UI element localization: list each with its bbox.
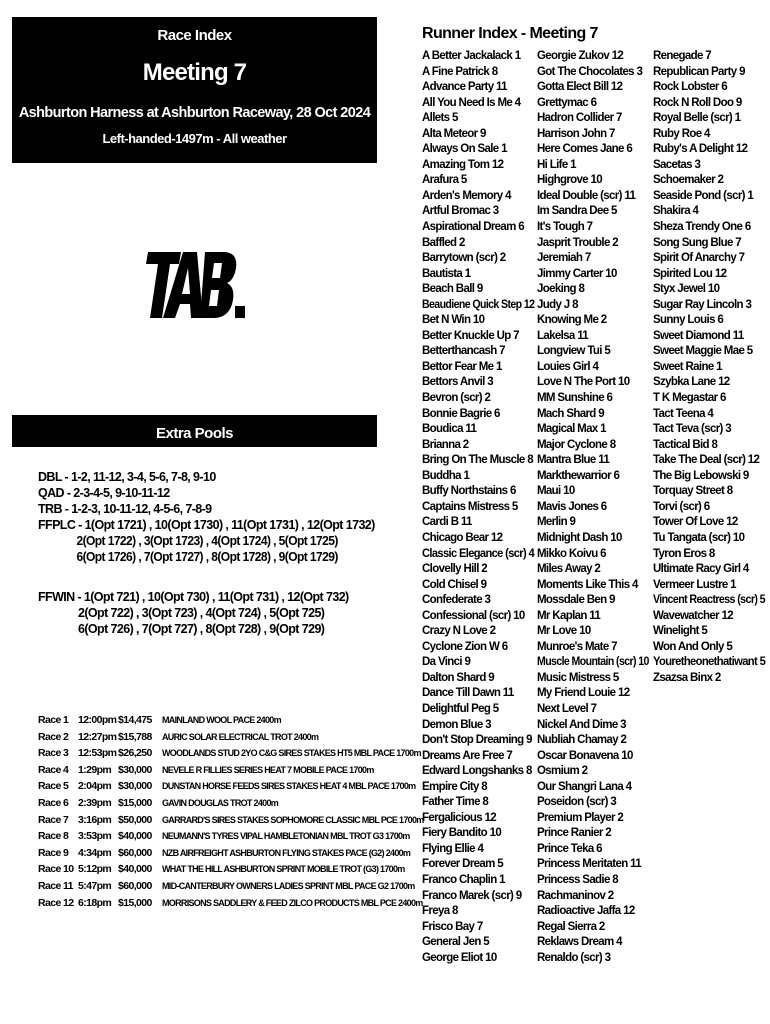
- runner-entry: Renegade 7: [653, 50, 712, 62]
- runner-entry: Ruby's A Delight 12: [653, 143, 748, 156]
- runner-entry: Advance Party 11: [422, 81, 507, 94]
- runner-entry: Alta Meteor 9: [422, 127, 486, 140]
- runner-entry: Mach Shard 9: [537, 407, 604, 420]
- race-time: 3:16pm: [78, 813, 112, 826]
- runner-entry: Prince Ranier 2: [537, 827, 611, 840]
- race-name: WHAT THE HILL ASHBURTON SPRINT MOBILE TROT (G3) 1700m: [162, 864, 405, 875]
- runner-entry: Premium Player 2: [537, 811, 624, 824]
- runner-entry: Torvi (scr) 6: [653, 500, 710, 513]
- runner-entry: Tact Teva (scr) 3: [653, 423, 732, 436]
- tab-logo: [145, 248, 245, 322]
- race-name: MORRISONS SADDLERY & FEED ZILCO PRODUCTS MBL PCE 2400m: [162, 897, 423, 908]
- runner-entry: It's Tough 7: [537, 221, 593, 234]
- runner-entry: Baffled 2: [422, 236, 465, 249]
- runner-entry: Louies Girl 4: [537, 360, 599, 373]
- runner-entry: T K Megastar 6: [653, 392, 726, 405]
- runner-entry: A Fine Patrick 8: [422, 65, 498, 78]
- runner-entry: Grettymac 6: [537, 96, 597, 109]
- runner-entry: Dreams Are Free 7: [422, 749, 513, 762]
- runner-entry: Joeking 8: [537, 283, 585, 296]
- runner-entry: Artful Bromac 3: [422, 205, 499, 218]
- runner-entry: Empire City 8: [422, 780, 488, 793]
- race-purse: $15,000: [118, 896, 152, 909]
- runner-entry: Szybka Lane 12: [653, 376, 730, 389]
- runner-entry: Rachmaninov 2: [537, 889, 614, 902]
- runner-entry: Midnight Dash 10: [537, 531, 622, 544]
- runner-entry: Forever Dream 5: [422, 858, 504, 871]
- runner-entry: Republican Party 9: [653, 65, 745, 78]
- runner-entry: Buddha 1: [422, 469, 470, 482]
- race-name: WOODLANDS STUD 2YO C&G SIRES STAKES HT5 MBL PACE 1700m: [162, 748, 421, 759]
- runner-entry: Vermeer Lustre 1: [653, 578, 736, 591]
- runner-entry: Betterthancash 7: [422, 345, 505, 358]
- race-number: Race 9: [38, 846, 69, 859]
- runner-entry: Highgrove 10: [537, 174, 603, 187]
- runner-entry: Ideal Double (scr) 11: [537, 189, 636, 202]
- race-name: AURIC SOLAR ELECTRICAL TROT 2400m: [162, 731, 319, 742]
- runner-entry: Maui 10: [537, 485, 575, 498]
- runner-entry: Magical Max 1: [537, 423, 606, 436]
- runner-entry: Prince Teka 6: [537, 842, 602, 855]
- runner-entry: Jimmy Carter 10: [537, 267, 617, 280]
- pool-line: 2(Opt 1722) , 3(Opt 1723) , 4(Opt 1724) , 5(Opt 1725): [76, 534, 338, 548]
- race-time: 4:34pm: [78, 846, 112, 859]
- runner-entry: Sweet Maggie Mae 5: [653, 345, 753, 358]
- runner-entry: Mr Love 10: [537, 625, 591, 638]
- runner-entry: Oscar Bonavena 10: [537, 749, 633, 762]
- race-time: 6:18pm: [78, 896, 112, 909]
- runner-entry: Sheza Trendy One 6: [653, 221, 751, 234]
- meeting-title: Meeting 7: [142, 59, 247, 86]
- race-time: 2:04pm: [78, 780, 112, 793]
- runner-entry: Delightful Peg 5: [422, 702, 499, 715]
- runner-entry: Spirited Lou 12: [653, 267, 727, 280]
- race-time: 3:53pm: [78, 830, 112, 843]
- runner-entry: Royal Belle (scr) 1: [653, 112, 741, 125]
- race-number: Race 2: [38, 730, 69, 743]
- race-time: 1:29pm: [78, 763, 112, 776]
- runner-entry: Beaudiene Quick Step 12: [422, 298, 535, 311]
- runner-entry: Princess Meritaten 11: [537, 858, 641, 871]
- race-name: GAVIN DOUGLAS TROT 2400m: [162, 797, 279, 808]
- runner-entry: Next Level 7: [537, 702, 597, 715]
- runner-entry: The Big Lebowski 9: [653, 469, 749, 482]
- runner-entry: Hi Life 1: [537, 158, 576, 171]
- runner-entry: Freya 8: [422, 905, 458, 918]
- race-number: Race 3: [38, 747, 69, 760]
- runner-entry: Dance Till Dawn 11: [422, 687, 514, 700]
- runner-entry: Rock N Roll Doo 9: [653, 96, 742, 109]
- runner-entry: Franco Marek (scr) 9: [422, 889, 522, 902]
- runner-entry: Better Knuckle Up 7: [422, 329, 519, 342]
- runner-entry: Here Comes Jane 6: [537, 143, 633, 156]
- pool-line: QAD - 2-3-4-5, 9-10-11-12: [38, 486, 170, 500]
- runner-entry: Mr Kaplan 11: [537, 609, 601, 622]
- runner-entry: Major Cyclone 8: [537, 438, 616, 451]
- runner-entry: Vincent Reactress (scr) 5: [653, 594, 765, 607]
- race-name: DUNSTAN HORSE FEEDS SIRES STAKES HEAT 4 MBL PACE 1700m: [162, 781, 416, 792]
- runner-entry: Tower Of Love 12: [653, 516, 738, 529]
- runner-entry: Bettors Anvil 3: [422, 376, 493, 389]
- runner-entry: Mantra Blue 11: [537, 454, 610, 467]
- runner-entry: Arden's Memory 4: [422, 189, 511, 202]
- runner-entry: Captains Mistress 5: [422, 500, 518, 513]
- runner-entry: Mikko Koivu 6: [537, 547, 606, 560]
- runner-entry: Im Sandra Dee 5: [537, 205, 617, 218]
- runner-entry: Ruby Roe 4: [653, 127, 710, 140]
- runner-entry: Music Mistress 5: [537, 671, 619, 684]
- runner-entry: Chicago Bear 12: [422, 531, 503, 544]
- race-number: Race 7: [38, 813, 69, 826]
- runner-entry: Harrison John 7: [537, 127, 615, 140]
- runner-entry: Longview Tui 5: [537, 345, 611, 358]
- runner-entry: Demon Blue 3: [422, 718, 491, 731]
- race-purse: $40,000: [118, 830, 152, 843]
- runner-index-title: Runner Index - Meeting 7: [422, 25, 598, 42]
- runner-entry: Cyclone Zion W 6: [422, 640, 508, 653]
- runner-entry: Nubliah Chamay 2: [537, 734, 627, 747]
- race-time: 2:39pm: [78, 796, 112, 809]
- runner-entry: Youretheonethatiwant 5: [653, 656, 766, 669]
- runner-entry: Bettor Fear Me 1: [422, 360, 502, 373]
- runner-entry: Amazing Tom 12: [422, 158, 504, 171]
- runner-entry: Shakira 4: [653, 205, 699, 218]
- runner-entry: Seaside Pond (scr) 1: [653, 189, 754, 202]
- race-purse: $60,000: [118, 846, 152, 859]
- race-purse: $40,000: [118, 863, 152, 876]
- runner-entry: Won And Only 5: [653, 640, 733, 653]
- race-number: Race 11: [38, 879, 73, 892]
- race-purse: $60,000: [118, 879, 152, 892]
- runner-entry: Jeremiah 7: [537, 252, 591, 265]
- runner-entry: Take The Deal (scr) 12: [653, 454, 760, 467]
- runner-entry: Moments Like This 4: [537, 578, 638, 591]
- race-purse: $15,000: [118, 796, 152, 809]
- runner-entry: Frisco Bay 7: [422, 920, 483, 933]
- runner-entry: Markthewarrior 6: [537, 469, 620, 482]
- runner-entry: Poseidon (scr) 3: [537, 796, 617, 809]
- runner-entry: Tyron Eros 8: [653, 547, 715, 560]
- runner-entry: Sugar Ray Lincoln 3: [653, 298, 752, 311]
- race-purse: $30,000: [118, 780, 152, 793]
- runner-entry: Crazy N Love 2: [422, 625, 496, 638]
- runner-entry: Tu Tangata (scr) 10: [653, 531, 745, 544]
- runner-column: [653, 49, 770, 686]
- race-name: MID-CANTERBURY OWNERS LADIES SPRINT MBL PACE G2 1700m: [162, 880, 415, 891]
- race-time: 12:53pm: [78, 747, 117, 760]
- runner-column: [422, 49, 544, 966]
- pool-line: 6(Opt 726) , 7(Opt 727) , 8(Opt 728) , 9(Opt 729): [78, 622, 325, 636]
- runner-entry: Mavis Jones 6: [537, 500, 607, 513]
- runner-entry: Radioactive Jaffa 12: [537, 905, 635, 918]
- runner-entry: Confederate 3: [422, 594, 491, 607]
- runner-entry: Father Time 8: [422, 796, 489, 809]
- race-name: NEUMANN'S TYRES VIPAL HAMBLETONIAN MBL TROT G3 1700m: [162, 831, 410, 842]
- runner-entry: Got The Chocolates 3: [537, 65, 643, 78]
- pool-line: FFWIN - 1(Opt 721) , 10(Opt 730) , 11(Opt 731) , 12(Opt 732): [38, 590, 349, 604]
- race-number: Race 8: [38, 830, 69, 843]
- race-index-header: [12, 17, 377, 163]
- runner-entry: Dalton Shard 9: [422, 671, 495, 684]
- runner-entry: Classic Elegance (scr) 4: [422, 547, 535, 560]
- race-time: 12:27pm: [78, 730, 117, 743]
- race-purse: $50,000: [118, 813, 152, 826]
- race-number: Race 5: [38, 780, 69, 793]
- venue-title: Ashburton Harness at Ashburton Raceway, 28 Oct 2024: [18, 105, 371, 121]
- runner-entry: Fergalicious 12: [422, 811, 496, 824]
- runner-entry: Brianna 2: [422, 438, 469, 451]
- race-number: Race 10: [38, 863, 74, 876]
- race-purse: $15,788: [118, 730, 152, 743]
- runner-entry: Ultimate Racy Girl 4: [653, 563, 749, 576]
- race-name: GARRARD'S SIRES STAKES SOPHOMORE CLASSIC MBL PCE 1700m: [162, 814, 424, 825]
- race-number: Race 4: [38, 763, 69, 776]
- runner-entry: Mossdale Ben 9: [537, 594, 615, 607]
- runner-entry: Judy J 8: [537, 298, 578, 311]
- runner-entry: Renaldo (scr) 3: [537, 951, 611, 964]
- runner-entry: Cold Chisel 9: [422, 578, 487, 591]
- runner-entry: Edward Longshanks 8: [422, 765, 532, 778]
- race-purse: $26,250: [118, 747, 152, 760]
- runner-column: [537, 49, 659, 966]
- runner-entry: Nickel And Dime 3: [537, 718, 626, 731]
- runner-entry: Torquay Street 8: [653, 485, 733, 498]
- runner-entry: Princess Sadie 8: [537, 873, 619, 886]
- runner-entry: Our Shangri Lana 4: [537, 780, 632, 793]
- race-index-title: Race Index: [157, 27, 232, 44]
- runner-entry: MM Sunshine 6: [537, 392, 613, 405]
- runner-entry: Osmium 2: [537, 765, 588, 778]
- runner-entry: Miles Away 2: [537, 563, 601, 576]
- runner-entry: Song Sung Blue 7: [653, 236, 741, 249]
- runner-entry: Fiery Bandito 10: [422, 827, 502, 840]
- runner-entry: Sweet Diamond 11: [653, 329, 744, 342]
- pool-line: 6(Opt 1726) , 7(Opt 1727) , 8(Opt 1728) , 9(Opt 1729): [76, 550, 338, 564]
- runner-entry: Rock Lobster 6: [653, 81, 727, 94]
- runner-entry: Spirit Of Anarchy 7: [653, 252, 745, 265]
- runner-entry: Franco Chaplin 1: [422, 873, 505, 886]
- race-name: NEVELE R FILLIES SERIES HEAT 7 MOBILE PACE 1700m: [162, 764, 374, 775]
- track-info: Left-handed-1497m - All weather: [102, 131, 287, 146]
- race-purse: $30,000: [118, 763, 152, 776]
- runner-entry: George Eliot 10: [422, 951, 497, 964]
- race-purse: $14,475: [118, 714, 152, 726]
- runner-entry: Da Vinci 9: [422, 656, 471, 669]
- race-number: Race 12: [38, 896, 74, 909]
- runner-entry: Always On Sale 1: [422, 143, 507, 156]
- runner-entry: Wavewatcher 12: [653, 609, 733, 622]
- runner-entry: Tact Teena 4: [653, 407, 714, 420]
- runner-entry: Regal Sierra 2: [537, 920, 605, 933]
- runner-entry: Reklaws Dream 4: [537, 936, 622, 949]
- pool-line: FFPLC - 1(Opt 1721) , 10(Opt 1730) , 11(Opt 1731) , 12(Opt 1732): [38, 518, 375, 532]
- runner-entry: Hadron Collider 7: [537, 112, 622, 125]
- runner-entry: Clovelly Hill 2: [422, 563, 488, 576]
- runner-entry: Merlin 9: [537, 516, 576, 529]
- runner-entry: Flying Ellie 4: [422, 842, 484, 855]
- runner-entry: A Better Jackalack 1: [422, 50, 521, 62]
- runner-entry: Barrytown (scr) 2: [422, 252, 506, 265]
- runner-entry: Beach Ball 9: [422, 283, 483, 296]
- runner-entry: Buffy Northstains 6: [422, 485, 516, 498]
- runner-entry: My Friend Louie 12: [537, 687, 630, 700]
- runner-entry: Confessional (scr) 10: [422, 609, 525, 622]
- race-number: Race 6: [38, 796, 69, 809]
- runner-entry: Sacetas 3: [653, 158, 701, 171]
- runner-entry: Tactical Bid 8: [653, 438, 718, 451]
- runner-entry: Zsazsa Binx 2: [653, 671, 721, 684]
- extra-pools-header: Extra Pools: [12, 415, 377, 447]
- runner-entry: Allets 5: [422, 112, 458, 125]
- runner-entry: Sweet Raine 1: [653, 360, 722, 373]
- runner-entry: Aspirational Dream 6: [422, 221, 525, 234]
- runner-entry: Jasprit Trouble 2: [537, 236, 618, 249]
- runner-entry: General Jen 5: [422, 936, 489, 949]
- runner-entry: Bring On The Muscle 8: [422, 454, 533, 467]
- runner-entry: Schoemaker 2: [653, 174, 724, 187]
- runner-entry: Bevron (scr) 2: [422, 392, 491, 405]
- runner-entry: Winelight 5: [653, 625, 708, 638]
- race-time: 12:00pm: [78, 714, 117, 726]
- runner-entry: Bet N Win 10: [422, 314, 485, 327]
- runner-entry: Don't Stop Dreaming 9: [422, 734, 532, 747]
- runner-entry: Love N The Port 10: [537, 376, 630, 389]
- runner-entry: Georgie Zukov 12: [537, 50, 624, 62]
- runner-entry: Lakelsa 11: [537, 329, 589, 342]
- runner-entry: Sunny Louis 6: [653, 314, 724, 327]
- pool-line: 2(Opt 722) , 3(Opt 723) , 4(Opt 724) , 5(Opt 725): [78, 606, 325, 620]
- runner-entry: Gotta Elect Bill 12: [537, 81, 623, 94]
- extra-pools-list: [38, 469, 375, 637]
- runner-entry: Arafura 5: [422, 174, 467, 187]
- race-time: 5:47pm: [78, 879, 112, 892]
- runner-entry: Bautista 1: [422, 267, 471, 280]
- race-number: Race 1: [38, 714, 69, 726]
- runner-entry: Munroe's Mate 7: [537, 640, 617, 653]
- race-name: NZB AIRFREIGHT ASHBURTON FLYING STAKES PACE (G2) 2400m: [162, 847, 411, 858]
- runner-entry: Cardi B 11: [422, 516, 472, 529]
- race-time: 5:12pm: [78, 863, 112, 876]
- runner-entry: Muscle Mountain (scr) 10: [537, 656, 649, 669]
- runner-entry: All You Need Is Me 4: [422, 96, 521, 109]
- runner-entry: Bonnie Bagrie 6: [422, 407, 500, 420]
- race-name: MAINLAND WOOL PACE 2400m: [162, 715, 281, 725]
- runner-entry: Boudica 11: [422, 423, 477, 436]
- runner-entry: Knowing Me 2: [537, 314, 607, 327]
- pool-line: TRB - 1-2-3, 10-11-12, 4-5-6, 7-8-9: [38, 502, 212, 516]
- runner-entry: Styx Jewel 10: [653, 283, 720, 296]
- pool-line: DBL - 1-2, 11-12, 3-4, 5-6, 7-8, 9-10: [38, 470, 216, 484]
